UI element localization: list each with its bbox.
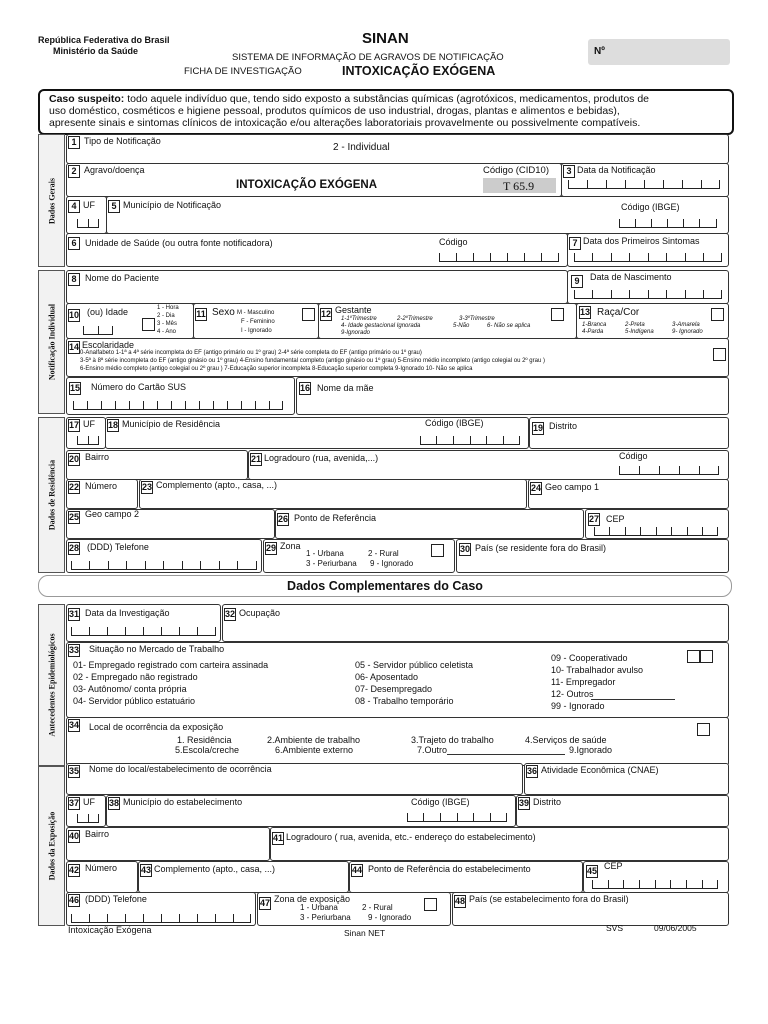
field-number: 3 xyxy=(563,165,575,178)
field-distrito-estabelecimento[interactable] xyxy=(516,795,729,827)
gestante-option-6: 6- Não se aplica xyxy=(487,323,531,329)
ibge-label: Código (IBGE) xyxy=(425,418,484,428)
field-label: Logradouro ( rua, avenida, etc.- endereço do estabelecimento) xyxy=(286,832,536,842)
field-number: 31 xyxy=(69,609,80,619)
trabalho-option-99: 99 - Ignorado xyxy=(551,701,605,711)
trabalho-option-12: 12- Outros xyxy=(551,689,594,699)
cid10-label: Código (CID10) xyxy=(483,165,549,176)
local-checkbox[interactable] xyxy=(697,723,710,736)
field-complemento-residencia[interactable] xyxy=(139,479,527,509)
gestante-option-5: 5-Não xyxy=(453,323,470,329)
ibge-ticks xyxy=(407,813,507,822)
field-cep-residencia[interactable] xyxy=(585,509,729,539)
field-bairro-estabelecimento[interactable] xyxy=(66,827,270,861)
field-label: Logradouro (rua, avenida,...) xyxy=(264,453,379,463)
field-label: País (se residente fora do Brasil) xyxy=(475,543,607,553)
trabalho-checkbox-2[interactable] xyxy=(700,650,713,663)
field-number: 9 xyxy=(571,275,583,288)
ibge-label: Código (IBGE) xyxy=(411,797,470,807)
field-label: Agravo/doença xyxy=(84,165,145,175)
gestante-option-7: 9-Ignorado xyxy=(341,330,371,336)
case-definition-box xyxy=(38,89,734,135)
field-label: Município de Residência xyxy=(122,419,221,429)
field-number: 48 xyxy=(455,896,466,906)
field-label: Geo campo 1 xyxy=(545,482,600,492)
case-label: Caso suspeito: xyxy=(49,93,125,105)
field-label: País (se estabelecimento fora do Brasil) xyxy=(469,894,629,904)
zona-option-4: 9 - Ignorado xyxy=(370,559,414,568)
escolaridade-checkbox[interactable] xyxy=(713,348,726,361)
trabalho-option-09: 09 - Cooperativado xyxy=(551,653,628,663)
field-label: Local de ocorrência da exposição xyxy=(89,722,224,732)
uf-ticks xyxy=(77,436,99,445)
field-label: Distrito xyxy=(533,797,562,807)
field-telefone-residencia[interactable] xyxy=(66,539,262,573)
raca-option-1: 1-Branca xyxy=(582,322,607,328)
ibge-ticks xyxy=(619,219,717,228)
ibge-label: Código (IBGE) xyxy=(621,202,680,212)
field-label: Data da Notificação xyxy=(577,165,656,175)
footer-system: Sinan NET xyxy=(344,928,386,938)
form-number-label: Nº xyxy=(594,46,605,57)
field-number: 6 xyxy=(68,237,80,250)
field-label: Situação no Mercado de Trabalho xyxy=(89,644,225,654)
field-label: Complemento (apto., casa, ...) xyxy=(156,480,278,490)
field-logradouro-residencia[interactable] xyxy=(248,450,729,480)
field-label: Ponto de Referência xyxy=(294,513,377,523)
field-zona-residencia[interactable] xyxy=(263,539,455,573)
zona-exposicao-option-4: 9 - Ignorado xyxy=(368,913,412,922)
field-numero-residencia[interactable] xyxy=(66,479,138,509)
field-number: 15 xyxy=(70,383,81,393)
field-cartao-sus[interactable] xyxy=(66,377,295,415)
field-nome-paciente[interactable] xyxy=(66,270,568,304)
cep-ticks xyxy=(594,527,718,536)
zona-exposicao-checkbox[interactable] xyxy=(424,898,437,911)
local-option-3: 3.Trajeto do trabalho xyxy=(411,735,494,745)
field-number: 20 xyxy=(69,454,80,464)
date-ticks xyxy=(574,253,722,262)
trabalho-option-03: 03- Autônomo/ conta própria xyxy=(73,684,187,694)
form-type: FICHA DE INVESTIGAÇÃO xyxy=(184,66,302,77)
cid10-value: T 65.9 xyxy=(503,179,535,193)
field-label: (DDD) Telefone xyxy=(85,894,147,904)
section-dados-exposicao xyxy=(38,766,65,926)
field-number: 44 xyxy=(352,865,363,875)
field-number: 42 xyxy=(69,865,80,875)
field-geo-campo-1[interactable] xyxy=(528,479,729,509)
field-nome-local[interactable] xyxy=(66,763,523,795)
idade-ticks xyxy=(83,326,113,335)
uf-ticks xyxy=(77,219,99,228)
system-full-name: SISTEMA DE INFORMAÇÃO DE AGRAVOS DE NOTIFICAÇÃO xyxy=(232,52,504,63)
field-agravo[interactable] xyxy=(66,163,562,197)
field-label: UF xyxy=(83,200,95,210)
field-label: Unidade de Saúde (ou outra fonte notificadora) xyxy=(85,238,273,248)
field-mercado-trabalho[interactable] xyxy=(66,642,729,718)
trabalho-option-01: 01- Empregado registrado com carteira assinada xyxy=(73,660,269,670)
field-number: 12 xyxy=(321,309,332,319)
field-number: 47 xyxy=(260,898,271,908)
trabalho-option-05: 05 - Servidor público celetista xyxy=(355,660,474,670)
field-label: (ou) Idade xyxy=(87,307,129,317)
field-label: Complemento (apto., casa, ...) xyxy=(154,864,276,874)
field-number: 38 xyxy=(109,798,120,808)
section-notificacao-individual xyxy=(38,270,65,414)
field-number: 27 xyxy=(589,514,600,524)
section-dados-gerais-label: Dados Gerais xyxy=(47,177,56,224)
field-number: 8 xyxy=(68,273,80,286)
field-tipo-notificacao[interactable] xyxy=(66,134,729,164)
field-number: 45 xyxy=(587,866,598,876)
field-number: 34 xyxy=(69,720,80,730)
footer-form-name: Intoxicação Exógena xyxy=(68,925,152,935)
zona-exposicao-option-3: 3 - Periurbana xyxy=(300,913,351,922)
field-sexo[interactable] xyxy=(193,303,319,339)
section-notificacao-individual-label: Notificação Individual xyxy=(47,303,56,381)
field-unidade-saude[interactable] xyxy=(66,233,568,267)
local-option-1: 1. Residência xyxy=(177,735,232,745)
raca-option-6: 9- Ignorado xyxy=(672,329,703,335)
field-label: Bairro xyxy=(85,452,110,462)
field-distrito-residencia[interactable] xyxy=(529,417,729,449)
local-option-2: 2.Ambiente de trabalho xyxy=(267,735,361,745)
field-data-notificacao[interactable] xyxy=(561,163,729,197)
field-number: 19 xyxy=(533,423,544,433)
field-label: Ocupação xyxy=(239,608,281,618)
escolaridade-options-3: 6-Ensino médio completo (antigo colegial ou 2º grau ) 7-Educação superior incompleta 8-Educação superior completa 9-Ignorado 10- Não se aplica xyxy=(80,366,473,372)
field-number: 13 xyxy=(580,307,591,317)
raca-option-2: 2-Preta xyxy=(625,322,645,328)
field-municipio-notificacao[interactable] xyxy=(106,196,729,234)
field-number: 41 xyxy=(273,833,284,843)
field-number: 16 xyxy=(300,383,311,393)
codigo-ticks xyxy=(619,466,719,475)
field-raca-cor[interactable] xyxy=(576,303,729,339)
local-option-5: 5.Escola/creche xyxy=(175,745,240,755)
escolaridade-options-2: 3-5ª à 8ª série incompleta do EF (antigo ginásio ou 1º grau) 4-Ensino fundamental completo (antigo ginásio ou 1º grau) 5-Ensino médio incompleto (antigo colegial ou 2º grau ) xyxy=(80,358,545,364)
section-dados-gerais xyxy=(38,134,65,267)
section-antecedentes-label: Antecedentes Epidemiológicos xyxy=(47,633,56,737)
gestante-option-2: 2-2ºTrimestre xyxy=(397,316,433,322)
gestante-checkbox[interactable] xyxy=(551,308,564,321)
field-label: Bairro xyxy=(85,829,110,839)
idade-option-4: 4 - Ano xyxy=(157,329,177,335)
field-telefone-estabelecimento[interactable] xyxy=(66,892,256,926)
field-number: 29 xyxy=(266,543,277,553)
field-number: 25 xyxy=(69,512,80,522)
field-number: 18 xyxy=(108,420,119,430)
field-number: 35 xyxy=(69,766,80,776)
field-pais-residencia[interactable] xyxy=(456,539,729,573)
sexo-checkbox[interactable] xyxy=(302,308,315,321)
date-ticks xyxy=(71,627,216,636)
field-escolaridade[interactable] xyxy=(66,338,729,377)
field-uf-residencia[interactable] xyxy=(66,417,106,449)
section-dados-exposicao-label: Dados da Exposição xyxy=(47,811,56,881)
field-number: 30 xyxy=(460,544,471,554)
field-label: Distrito xyxy=(549,421,578,431)
gestante-option-1: 1-1ºTrimestre xyxy=(341,316,377,322)
raca-option-3: 3-Amarela xyxy=(672,322,700,328)
escolaridade-options-1: 0-Analfabeto 1-1ª a 4ª série incompleta do EF (antigo primário ou 1º grau) 2-4ª série completa do EF (antigo primário ou 1º grau) xyxy=(80,350,422,356)
system-name: SINAN xyxy=(362,30,409,47)
field-number: 23 xyxy=(142,482,153,492)
field-label: Data dos Primeiros Sintomas xyxy=(583,236,700,246)
outros-line xyxy=(591,699,675,700)
field-label: (DDD) Telefone xyxy=(87,542,149,552)
field-label: Escolaridade xyxy=(82,340,135,350)
cid10-box xyxy=(483,178,556,193)
field-number: 14 xyxy=(69,342,80,352)
field-label: Município de Notificação xyxy=(123,200,222,210)
footer-svs: SVS xyxy=(606,923,624,933)
field-number: 24 xyxy=(531,483,542,493)
field-zona-exposicao[interactable] xyxy=(257,892,451,926)
zona-exposicao-option-1: 1 - Urbana xyxy=(300,903,338,912)
local-option-9: 9.Ignorado xyxy=(569,745,613,755)
trabalho-option-06: 06- Aposentado xyxy=(355,672,419,682)
field-label: CEP xyxy=(604,861,623,871)
field-label: Número do Cartão SUS xyxy=(91,382,187,392)
trabalho-option-02: 02 - Empregado não registrado xyxy=(73,672,198,682)
field-number: 17 xyxy=(69,420,80,430)
local-option-7: 7.Outro xyxy=(417,745,448,755)
field-number: 43 xyxy=(141,865,152,875)
case-text-3: apresente sinais e sintomas clínicos de intoxicação e/ou alterações laboratoriais provavelmente ou possivelmente compatíveis. xyxy=(49,117,641,129)
raca-option-5: 5-Indígena xyxy=(625,329,654,335)
field-uf-notificacao[interactable] xyxy=(66,196,107,234)
form-number-box[interactable] xyxy=(588,39,730,65)
field-gestante[interactable] xyxy=(318,303,577,339)
idade-unit-checkbox[interactable] xyxy=(142,318,155,331)
section-dados-residencia xyxy=(38,417,65,573)
field-label: UF xyxy=(83,797,95,807)
idade-option-3: 3 - Mês xyxy=(157,321,178,327)
field-number: 21 xyxy=(251,454,262,464)
trabalho-option-04: 04- Servidor público estatuário xyxy=(73,696,196,706)
sus-ticks xyxy=(73,401,283,410)
field-label: UF xyxy=(83,419,95,429)
field-municipio-residencia[interactable] xyxy=(105,417,529,449)
field-number: 22 xyxy=(69,482,80,492)
field-number: 32 xyxy=(225,609,236,619)
field-ocupacao[interactable] xyxy=(222,604,729,642)
field-value: INTOXICAÇÃO EXÓGENA xyxy=(236,179,377,191)
field-local-ocorrencia[interactable] xyxy=(66,717,729,766)
field-nome-mae[interactable] xyxy=(296,377,729,415)
codigo-label: Código xyxy=(619,451,648,461)
field-cep-estabelecimento[interactable] xyxy=(583,861,729,893)
field-ponto-referencia-estabelecimento[interactable] xyxy=(349,861,583,893)
field-value: 2 - Individual xyxy=(333,142,390,153)
field-number: 26 xyxy=(278,514,289,524)
field-label: Nome do local/estabelecimento de ocorrência xyxy=(89,764,272,774)
zona-option-3: 3 - Periurbana xyxy=(306,559,357,568)
field-label: Nome da mãe xyxy=(317,383,374,393)
raca-option-4: 4-Parda xyxy=(582,329,604,335)
trabalho-option-08: 08 - Trabalho temporário xyxy=(355,696,454,706)
gestante-option-4: 4- Idade gestacional Ignorada xyxy=(341,323,421,329)
gov-line-2: Ministério da Saúde xyxy=(53,46,139,56)
field-label: Gestante xyxy=(335,305,372,315)
local-option-4: 4.Serviços de saúde xyxy=(525,735,607,745)
sexo-option-2: F - Feminino xyxy=(241,319,275,325)
gestante-option-3: 3-3ºTrimestre xyxy=(459,316,495,322)
sexo-option-1: M - Masculino xyxy=(237,310,275,316)
field-label: Data de Nascimento xyxy=(590,272,672,282)
field-label: Sexo xyxy=(212,307,235,318)
dados-complementares-banner xyxy=(38,575,732,597)
outro-line xyxy=(447,754,565,755)
gov-line-1: República Federativa do Brasil xyxy=(38,35,170,45)
field-label: Ponto de Referência do estabelecimento xyxy=(368,864,531,874)
field-number: 2 xyxy=(68,165,80,178)
telefone-ticks xyxy=(71,561,257,570)
field-label: Número xyxy=(85,863,118,873)
field-number: 4 xyxy=(68,200,80,213)
field-logradouro-estabelecimento[interactable] xyxy=(270,827,729,861)
codigo-ticks xyxy=(439,253,559,262)
case-definition-line-1 xyxy=(49,93,649,105)
ibge-ticks xyxy=(420,436,520,445)
case-text-1: todo aquele indivíduo que, tendo sido exposto a substâncias químicas (agrotóxicos, medicamentos, produtos de xyxy=(127,93,650,105)
idade-option-2: 2 - Dia xyxy=(157,313,175,319)
field-label: Raça/Cor xyxy=(597,307,640,318)
field-number: 40 xyxy=(69,831,80,841)
field-number: 7 xyxy=(569,237,581,250)
trabalho-option-07: 07- Desempregado xyxy=(355,684,433,694)
zona-exposicao-option-2: 2 - Rural xyxy=(362,903,393,912)
field-number: 1 xyxy=(68,136,80,149)
field-number: 11 xyxy=(196,309,206,319)
field-data-investigacao[interactable] xyxy=(66,604,221,642)
idade-option-1: 1 - Hora xyxy=(157,305,179,311)
field-uf-estabelecimento[interactable] xyxy=(66,795,106,827)
field-number: 10 xyxy=(69,310,80,320)
date-ticks xyxy=(574,290,722,299)
trabalho-option-11: 11- Empregador xyxy=(551,677,616,687)
form-title: INTOXICAÇÃO EXÓGENA xyxy=(342,64,496,78)
field-idade[interactable] xyxy=(66,303,194,339)
field-number: 28 xyxy=(69,543,80,553)
field-label: Nome do Paciente xyxy=(85,273,160,283)
footer-date: 09/06/2005 xyxy=(654,923,697,933)
field-label: Tipo de Notificação xyxy=(84,136,161,146)
case-text-2: uso doméstico, cosméticos e higiene pessoal, produtos químicos de uso industrial, drogas, plantas e alimentos e bebidas), xyxy=(49,105,620,117)
sexo-option-3: I - Ignorado xyxy=(241,328,272,334)
field-municipio-estabelecimento[interactable] xyxy=(106,795,516,827)
dados-complementares-title: Dados Complementares do Caso xyxy=(287,579,483,593)
field-atividade-cnae[interactable] xyxy=(524,763,729,795)
field-pais-estabelecimento[interactable] xyxy=(452,892,729,926)
field-ponto-referencia[interactable] xyxy=(275,509,584,539)
telefone-ticks xyxy=(71,914,251,923)
zona-option-2: 2 - Rural xyxy=(368,549,399,558)
field-data-primeiros-sintomas[interactable] xyxy=(567,233,729,267)
field-label: Número xyxy=(85,481,118,491)
zona-option-1: 1 - Urbana xyxy=(306,549,344,558)
date-ticks xyxy=(568,180,720,189)
field-label: CEP xyxy=(606,514,625,524)
field-data-nascimento[interactable] xyxy=(567,270,729,304)
uf-ticks xyxy=(77,814,99,823)
field-label: Zona xyxy=(280,541,301,551)
cep-ticks xyxy=(592,880,718,889)
field-label: Geo campo 2 xyxy=(85,509,140,519)
codigo-label: Código xyxy=(439,237,468,247)
field-label: Município do estabelecimento xyxy=(123,797,243,807)
trabalho-option-10: 10- Trabalhador avulso xyxy=(551,665,644,675)
field-bairro-residencia[interactable] xyxy=(66,450,248,480)
field-label: Zona de exposição xyxy=(274,894,351,904)
field-label: Atividade Econômica (CNAE) xyxy=(541,765,659,775)
field-number: 5 xyxy=(108,200,120,213)
raca-checkbox[interactable] xyxy=(711,308,724,321)
field-number: 37 xyxy=(69,798,80,808)
zona-checkbox[interactable] xyxy=(431,544,444,557)
field-label: Data da Investigação xyxy=(85,608,170,618)
field-number: 39 xyxy=(519,798,530,808)
field-complemento-estabelecimento[interactable] xyxy=(138,861,349,893)
section-antecedentes xyxy=(38,604,65,766)
field-numero-estabelecimento[interactable] xyxy=(66,861,138,893)
field-geo-campo-2[interactable] xyxy=(66,509,275,539)
trabalho-checkbox-1[interactable] xyxy=(687,650,700,663)
field-number: 36 xyxy=(527,766,538,776)
field-number: 46 xyxy=(69,895,80,905)
section-dados-residencia-label: Dados de Residência xyxy=(47,459,56,531)
local-option-6: 6.Ambiente externo xyxy=(275,745,354,755)
field-number: 33 xyxy=(69,645,80,655)
